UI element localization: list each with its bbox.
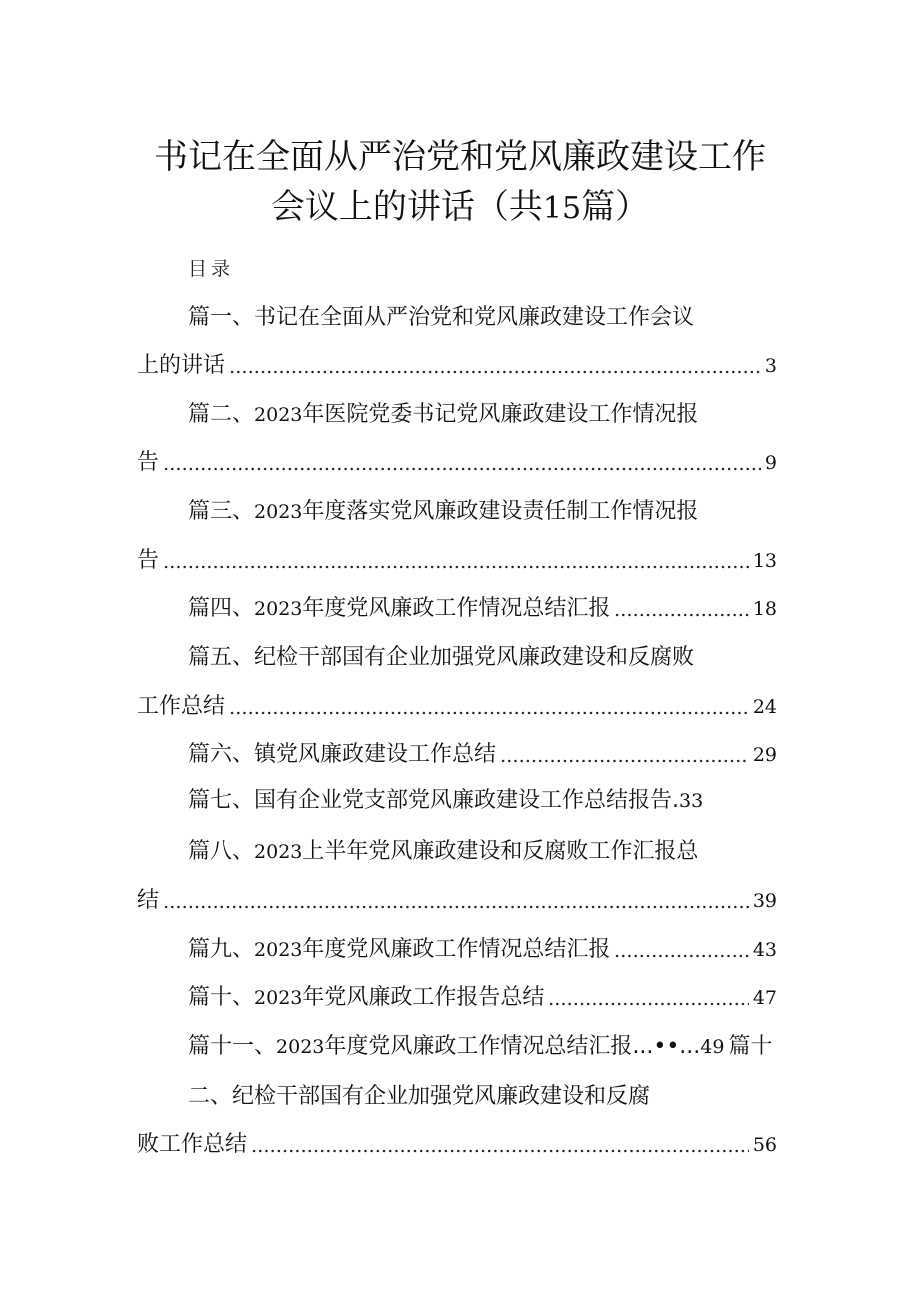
toc-entry-9[interactable] <box>188 931 777 965</box>
toc-entry-year: 2023 <box>254 598 303 620</box>
toc-entry-2-line-1 <box>188 400 698 430</box>
toc-entry-title: 年党风廉政工作报告总结 <box>302 985 545 1010</box>
toc-entry-text: 年医院党委书记党风廉政建设工作情况报 <box>302 402 699 427</box>
dot-leader <box>500 759 749 763</box>
toc-page-number: 24 <box>752 696 777 718</box>
toc-entry-5-line-2[interactable] <box>137 688 777 722</box>
dot-leader <box>548 1002 748 1006</box>
toc-entry-10[interactable] <box>188 979 777 1013</box>
dot-leader <box>163 467 761 471</box>
toc-entry-year: 2023 <box>254 404 303 426</box>
dot-leader <box>229 711 749 715</box>
toc-entry-text: 年度落实党风廉政建设责任制工作情况报 <box>302 499 699 524</box>
toc-entry-year: 2023 <box>254 841 303 863</box>
dot-leader <box>163 905 749 909</box>
toc-entry-title: 年度党风廉政工作情况总结汇报 <box>302 596 611 621</box>
toc-entry-11[interactable] <box>188 1032 773 1062</box>
toc-entry-prefix: 篇四、 <box>188 596 255 621</box>
title-text: 会议上的讲话（共 <box>270 187 543 227</box>
toc-entry-text: 篇六、镇党风廉政建设工作总结 <box>188 742 497 767</box>
toc-page-number: 29 <box>752 744 777 766</box>
dot-leader <box>614 954 748 958</box>
toc-entry-title: 年度党风廉政工作情况总结汇报 <box>302 937 611 962</box>
toc-entry-1-line-1: 篇一、书记在全面从严治党和党风廉政建设工作会议 <box>188 305 695 330</box>
toc-page-number: 49 <box>700 1036 725 1058</box>
toc-entry-year: 2023 <box>254 987 303 1009</box>
toc-entry-text: 篇八、 <box>188 839 255 864</box>
toc-page-number: 56 <box>752 1134 777 1156</box>
toc-entry-3-line-2[interactable] <box>137 542 777 576</box>
toc-entry-3-line-1 <box>188 497 698 527</box>
document-title-line-1 <box>0 135 920 179</box>
toc-entry-text: 上半年党风廉政建设和反腐败工作汇报总 <box>302 839 699 864</box>
toc-entry-2-line-2[interactable] <box>137 444 777 478</box>
toc-entry-1-line-2[interactable] <box>137 347 777 381</box>
toc-entry-text: 篇三、 <box>188 499 255 524</box>
toc-page-number: 47 <box>752 987 777 1009</box>
dot-leader <box>163 565 749 569</box>
toc-entry-text: 篇七、国有企业党支部党风廉政建设工作总结报告. <box>188 788 679 813</box>
toc-heading: 目录 <box>188 258 235 280</box>
toc-entry-year: 2023 <box>254 501 303 523</box>
title-text-end: 篇） <box>581 187 650 227</box>
toc-entry-prefix: 篇十、 <box>188 985 255 1010</box>
dot-leader <box>251 1149 749 1153</box>
toc-entry-prefix: 篇九、 <box>188 937 255 962</box>
toc-page-number: 39 <box>752 890 777 912</box>
toc-entry-text <box>188 935 610 965</box>
toc-entry-5-line-1: 篇五、纪检干部国有企业加强党风廉政建设和反腐败 <box>188 645 695 670</box>
toc-page-number: 3 <box>764 355 777 377</box>
toc-entry-text: 结 <box>137 888 160 913</box>
toc-entry-text: 篇二、 <box>188 402 255 427</box>
toc-entry-text: 上的讲话 <box>137 353 226 378</box>
toc-entry-12-line-1: 二、纪检干部国有企业加强党风廉政建设和反腐 <box>188 1084 651 1109</box>
document-title-line-2 <box>0 185 920 231</box>
toc-entry-text: 工作总结 <box>137 694 226 719</box>
toc-entry-text: 告 <box>137 450 160 475</box>
toc-entry-6[interactable] <box>188 736 777 770</box>
dot-leader <box>229 370 761 374</box>
toc-entry-year: 2023 <box>276 1036 325 1058</box>
toc-page-number: 33 <box>679 790 704 812</box>
dot-leader <box>614 613 748 617</box>
toc-entry-8-line-2[interactable] <box>137 882 777 916</box>
toc-entry-8-line-1 <box>188 837 698 867</box>
toc-entry-7[interactable] <box>188 786 703 816</box>
title-text: 书记在全面从严治党和党风廉政建设工作 <box>154 137 766 177</box>
toc-entry-text: 败工作总结 <box>137 1132 248 1157</box>
toc-page-number: 43 <box>752 939 777 961</box>
toc-entry-12-line-2[interactable] <box>137 1126 777 1160</box>
toc-entry-year: 2023 <box>254 939 303 961</box>
toc-entry-text <box>188 594 610 624</box>
toc-entry-text <box>188 983 544 1013</box>
toc-entry-title: 年度党风廉政工作情况总结汇报...••... <box>324 1034 701 1059</box>
toc-entry-text: 告 <box>137 548 160 573</box>
toc-entry-prefix: 篇十一、 <box>188 1034 277 1059</box>
toc-page-number: 9 <box>764 452 777 474</box>
toc-page-number: 18 <box>752 598 777 620</box>
toc-page-number: 13 <box>752 550 777 572</box>
toc-entry-tail: 篇十 <box>728 1034 773 1059</box>
toc-entry-4[interactable] <box>188 590 777 624</box>
title-count: 15 <box>542 191 582 226</box>
